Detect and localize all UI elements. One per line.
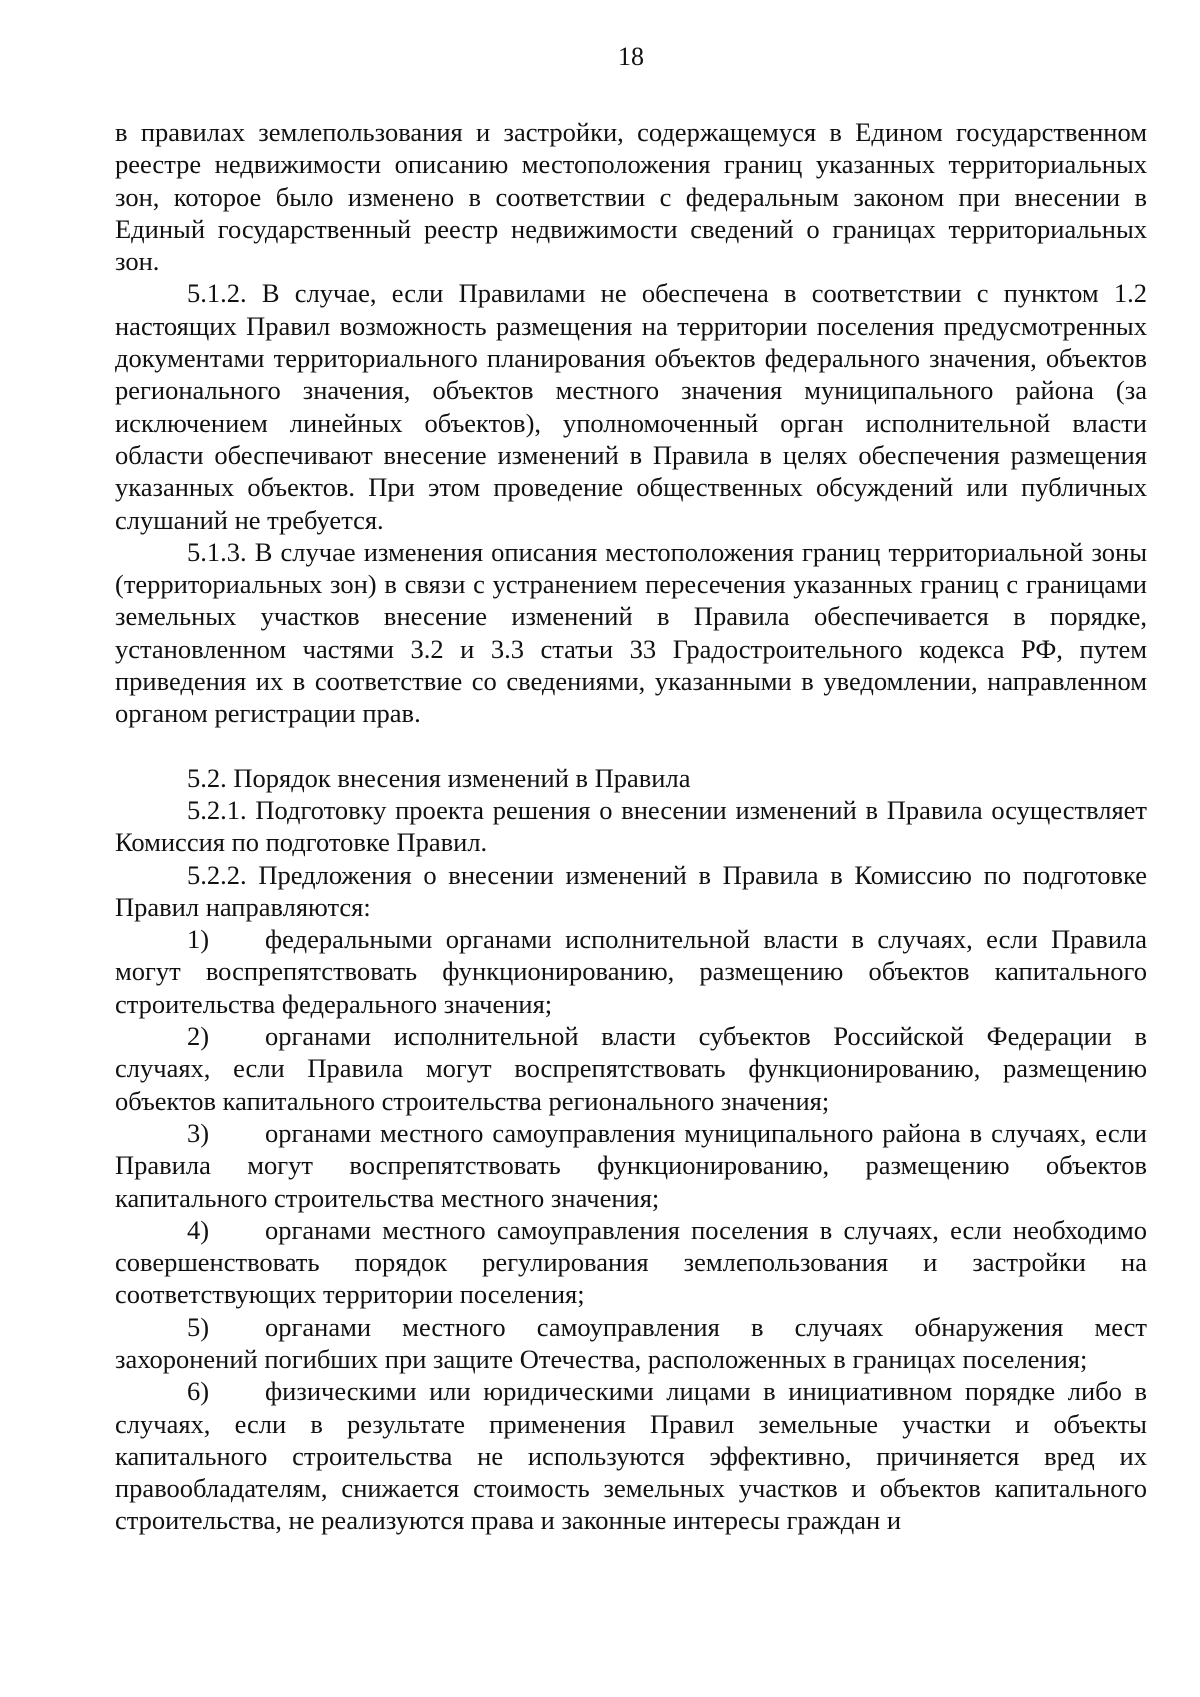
list-item-number: 5) <box>187 1311 210 1342</box>
page-number: 18 <box>618 42 644 71</box>
paragraph-spacer <box>115 730 1147 762</box>
list-item-text: физическими или юридическими лицами в инициативном порядке либо в случаях, если в результате применения Правил земельные участки и объекты капитального строительства не используются эффективно, причиняется вред их правообладателям, снижается стоимость земельных участков и объектов капитального строительства, не реализуются права и законные интересы граждан и <box>115 1376 1147 1536</box>
list-item-6 <box>115 1375 1147 1536</box>
section-heading-5-2: 5.2. Порядок внесения изменений в Правила <box>187 762 691 793</box>
list-item-number: 1) <box>187 924 210 955</box>
list-item-4 <box>115 1214 1147 1311</box>
list-item-text: органами местного самоуправления муниципального района в случаях, если Правила могут воспрепятствовать функционированию, размещению объектов капитального строительства местного значения; <box>115 1117 1147 1213</box>
paragraph-continuation: в правилах землепользования и застройки, содержащемуся в Едином государственном реестре недвижимости описанию местоположения границ указанных территориальных зон, которое было изменено в соответствии с федеральным законом при внесении в Единый государственный реестр недвижимости сведений о границах территориальных зон. <box>115 117 1147 277</box>
list-item-text: органами местного самоуправления в случаях обнаружения мест захоронений погибших при защите Отечества, расположенных в границах поселения; <box>115 1311 1147 1374</box>
list-item-5 <box>115 1311 1147 1376</box>
document-body <box>115 116 1147 1537</box>
paragraph-5-1-2: 5.1.2. В случае, если Правилами не обеспечена в соответствии с пунктом 1.2 настоящих Правил возможность размещения на территории поселения предусмотренных документами территориального планирования объектов федерального значения, объектов регионального значения, объектов местного значения муниципального района (за исключением линейных объектов), уполномоченный орган исполнительной власти области обеспечивают внесение изменений в Правила в целях обеспечения размещения указанных объектов. При этом проведение общественных обсуждений или публичных слушаний не требуется. <box>115 278 1147 535</box>
list-item-3 <box>115 1117 1147 1214</box>
list-item-2 <box>115 1020 1147 1117</box>
list-item-text: федеральными органами исполнительной власти в случаях, если Правила могут воспрепятствовать функционированию, размещению объектов капитального строительства федерального значения; <box>115 924 1147 1019</box>
paragraph-5-1-3: 5.1.3. В случае изменения описания местоположения границ территориальной зоны (территориальных зон) в связи с устранением пересечения указанных границ с границами земельных участков внесение изменений в Правила обеспечивается в порядке, установленном частями 3.2 и 3.3 статьи 33 Градостроительного кодекса РФ, путем приведения их в соответствие со сведениями, указанными в уведомлении, направленном органом регистрации прав. <box>115 536 1147 729</box>
list-item-1 <box>115 923 1147 1020</box>
paragraph-5-2-2: 5.2.2. Предложения о внесении изменений в Правила в Комиссию по подготовке Правил направляются: <box>115 859 1147 922</box>
list-item-number: 4) <box>187 1214 210 1245</box>
list-item-text: органами исполнительной власти субъектов Российской Федерации в случаях, если Правила могут воспрепятствовать функционированию, размещению объектов капитального строительства регионального значения; <box>115 1021 1147 1116</box>
list-item-number: 2) <box>187 1021 210 1052</box>
list-item-text: органами местного самоуправления поселения в случаях, если необходимо совершенствовать порядок регулирования землепользования и застройки на соответствующих территории поселения; <box>115 1214 1147 1310</box>
list-item-number: 6) <box>187 1376 210 1407</box>
list-item-number: 3) <box>187 1117 210 1148</box>
paragraph-5-2-1: 5.2.1. Подготовку проекта решения о внесении изменений в Правила осуществляет Комиссия по подготовке Правил. <box>115 794 1147 858</box>
